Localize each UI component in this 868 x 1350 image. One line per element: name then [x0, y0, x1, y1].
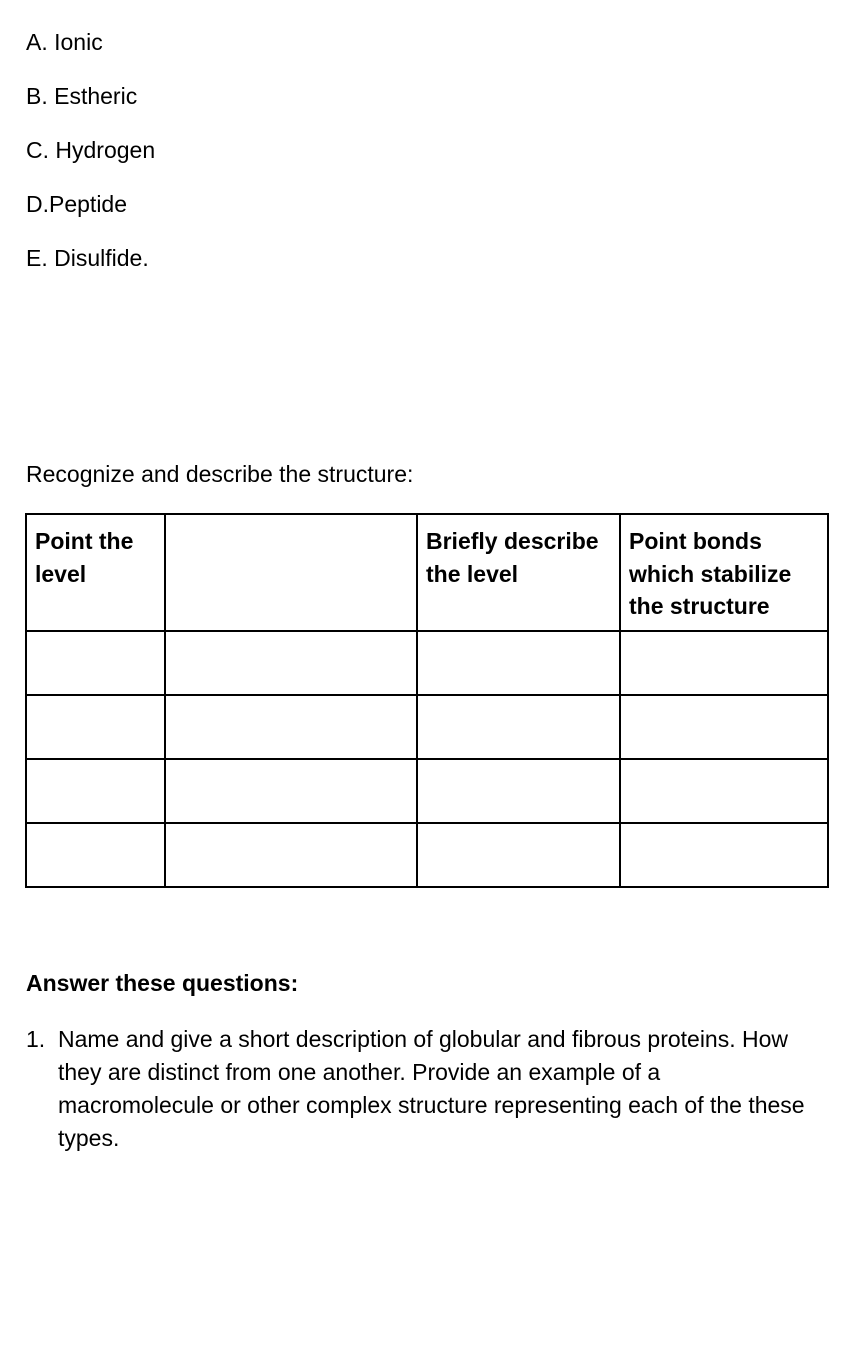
- table-row: [26, 631, 828, 695]
- table-cell[interactable]: [417, 759, 620, 823]
- header-point-the-level: Point the level: [26, 514, 165, 631]
- table-cell[interactable]: [26, 631, 165, 695]
- header-briefly-describe: Briefly describe the level: [417, 514, 620, 631]
- table-row: [26, 759, 828, 823]
- table-cell[interactable]: [620, 823, 828, 887]
- option-a: A. Ionic: [26, 29, 103, 55]
- table-cell[interactable]: [26, 759, 165, 823]
- table-row: [26, 695, 828, 759]
- header-point-bonds: Point bonds which stabilize the structure: [620, 514, 828, 631]
- header-blank: [165, 514, 417, 631]
- option-b: B. Estheric: [26, 83, 138, 109]
- table-cell[interactable]: [417, 823, 620, 887]
- table-cell[interactable]: [620, 695, 828, 759]
- table-cell[interactable]: [26, 695, 165, 759]
- question-text: Name and give a short description of globular and fibrous proteins. How they are distinct from one another. Provide an example of a macromolecule or other complex structure representing each of the these types.: [58, 1026, 805, 1151]
- table-cell[interactable]: [417, 695, 620, 759]
- table-cell[interactable]: [165, 695, 417, 759]
- table-cell[interactable]: [165, 631, 417, 695]
- table-cell[interactable]: [417, 631, 620, 695]
- table-header-row: [26, 514, 828, 631]
- question-item: [26, 1023, 816, 1155]
- table-cell[interactable]: [620, 759, 828, 823]
- question-number: 1.: [26, 1026, 46, 1052]
- option-c: C. Hydrogen: [26, 137, 156, 163]
- table-cell[interactable]: [165, 823, 417, 887]
- table-cell[interactable]: [26, 823, 165, 887]
- questions-section-title: Answer these questions:: [26, 970, 299, 996]
- table-row: [26, 823, 828, 887]
- structure-section-title: Recognize and describe the structure:: [26, 461, 414, 487]
- option-d: D.Peptide: [26, 191, 128, 217]
- table-cell[interactable]: [620, 631, 828, 695]
- option-e: E. Disulfide.: [26, 245, 149, 271]
- answer-options-list: [26, 27, 155, 297]
- table-cell[interactable]: [165, 759, 417, 823]
- structure-table: [25, 513, 829, 888]
